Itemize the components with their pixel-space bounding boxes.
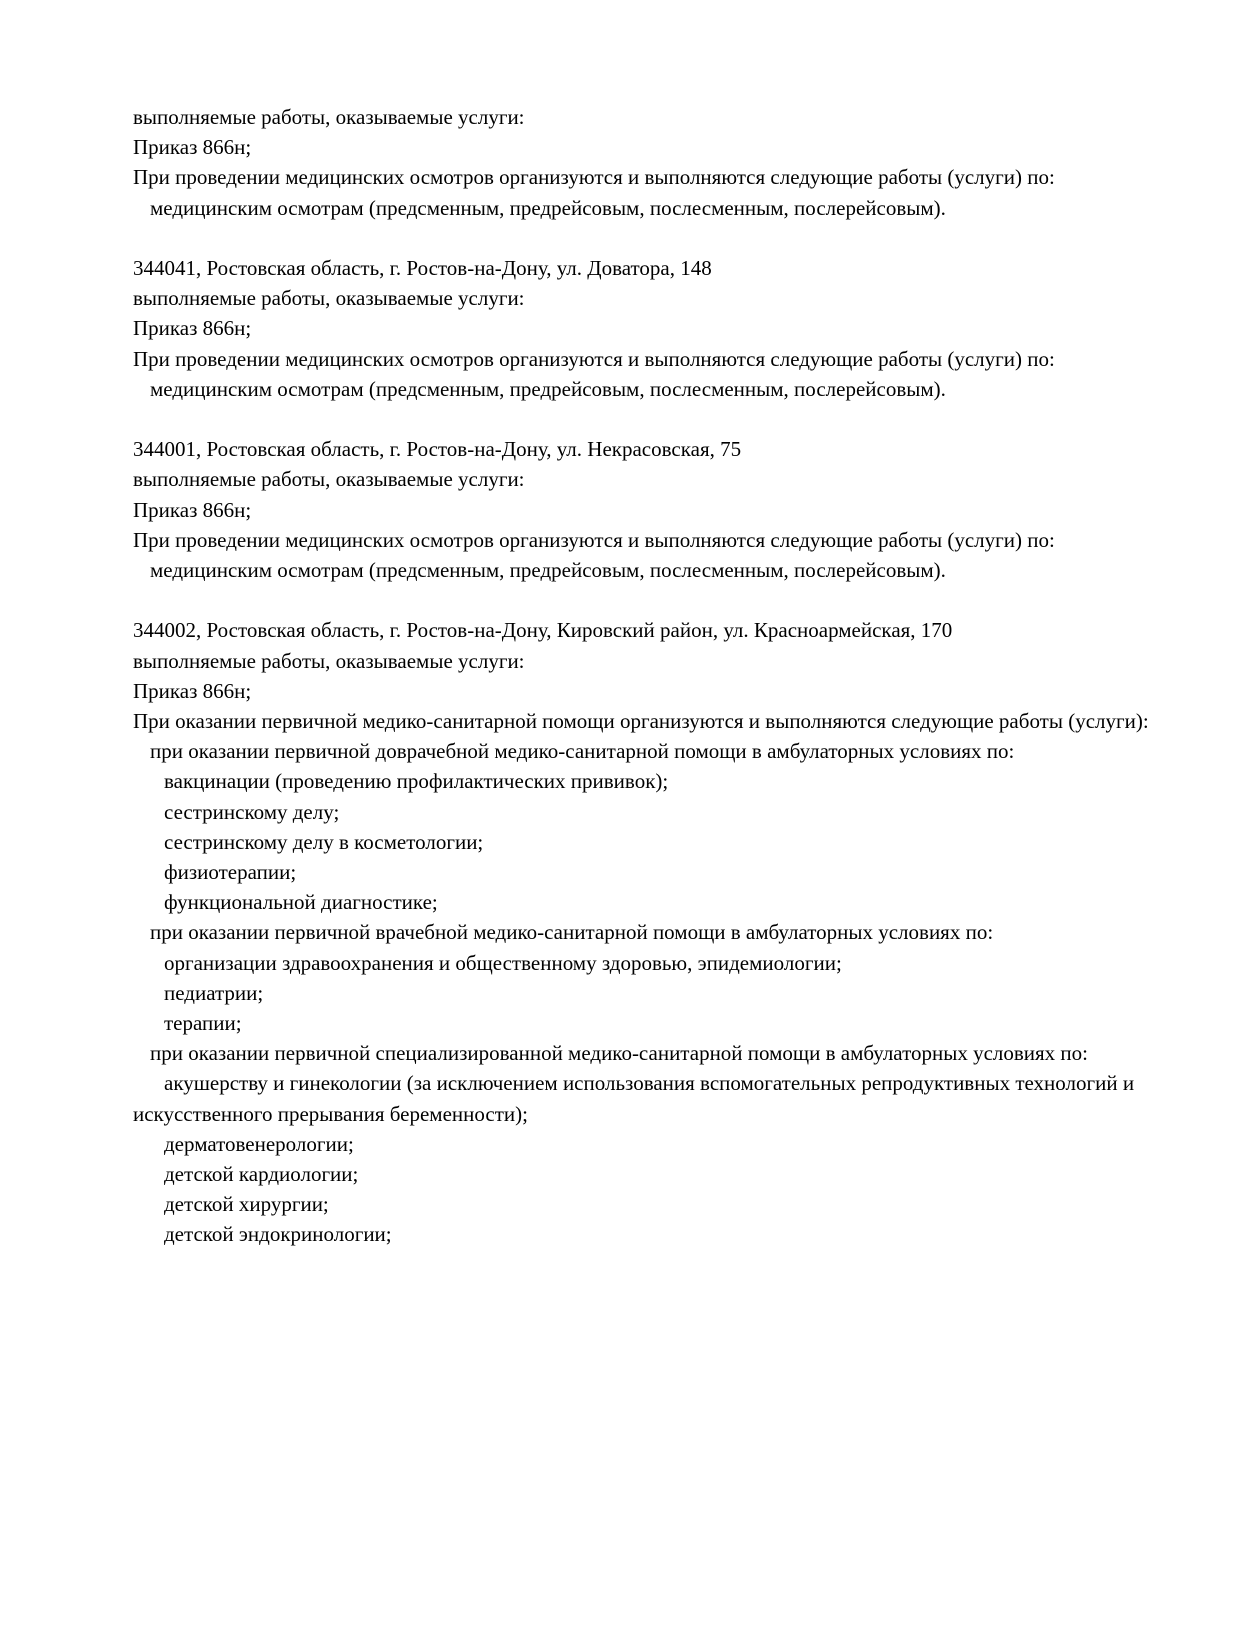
document-line: функциональной диагностике; [164, 890, 438, 915]
document-line: Приказ 866н; [133, 678, 252, 703]
document-line: детской эндокринологии; [164, 1222, 392, 1247]
document-content [133, 102, 1168, 1250]
document-line: педиатрии; [164, 980, 264, 1005]
document-line: Приказ 866н; [133, 135, 252, 160]
document-line: При проведении медицинских осмотров организуются и выполняются следующие работы (услуги) по: [133, 165, 1055, 190]
document-line: медицинским осмотрам (предсменным, предрейсовым, послесменным, послерейсовым). [150, 558, 946, 583]
document-line: 344001, Ростовская область, г. Ростов-на-Дону, ул. Некрасовская, 75 [133, 437, 742, 462]
document-line: при оказании первичной специализированной медико-санитарной помощи в амбулаторных условиях по: [150, 1041, 1089, 1066]
document-line: детской хирургии; [164, 1192, 329, 1217]
document-line: выполняемые работы, оказываемые услуги: [133, 648, 525, 673]
document-block [133, 615, 1168, 1249]
document-line: сестринскому делу в косметологии; [164, 829, 484, 854]
document-line: выполняемые работы, оказываемые услуги: [133, 467, 525, 492]
document-line: 344041, Ростовская область, г. Ростов-на-Дону, ул. Доватора, 148 [133, 256, 712, 280]
document-line: при оказании первичной врачебной медико-санитарной помощи в амбулаторных условиях по: [150, 920, 994, 945]
document-line: акушерству и гинекологии (за исключением использования вспомогательных репродуктивных технологий и искусственного прерывания беременности); [133, 1071, 1135, 1126]
document-line: выполняемые работы, оказываемые услуги: [133, 286, 525, 311]
document-line: медицинским осмотрам (предсменным, предрейсовым, послесменным, послерейсовым). [150, 195, 946, 220]
document-line: терапии; [164, 1011, 242, 1036]
document-block [133, 102, 1168, 223]
document-line: При проведении медицинских осмотров организуются и выполняются следующие работы (услуги) по: [133, 346, 1055, 371]
document-line: дерматовенерологии; [164, 1131, 354, 1156]
document-line: медицинским осмотрам (предсменным, предрейсовым, послесменным, послерейсовым). [150, 376, 946, 401]
document-line: при оказании первичной доврачебной медико-санитарной помощи в амбулаторных условиях по: [150, 739, 1015, 764]
document-line: При оказании первичной медико-санитарной помощи организуются и выполняются следующие работы (услуги): [133, 709, 1149, 734]
document-line: детской кардиологии; [164, 1162, 359, 1187]
document-line: выполняемые работы, оказываемые услуги: [133, 105, 525, 129]
document-line: Приказ 866н; [133, 316, 252, 341]
document-block [133, 434, 1168, 585]
document-line: При проведении медицинских осмотров организуются и выполняются следующие работы (услуги) по: [133, 527, 1055, 552]
document-block [133, 253, 1168, 404]
document-line: вакцинации (проведению профилактических прививок); [164, 769, 669, 794]
document-line: 344002, Ростовская область, г. Ростов-на-Дону, Кировский район, ул. Красноармейская, 170 [133, 618, 953, 643]
document-line: сестринскому делу; [164, 799, 340, 824]
document-line: физиотерапии; [164, 860, 297, 885]
document-line: Приказ 866н; [133, 497, 252, 522]
document-line: организации здравоохранения и общественному здоровью, эпидемиологии; [164, 950, 842, 975]
